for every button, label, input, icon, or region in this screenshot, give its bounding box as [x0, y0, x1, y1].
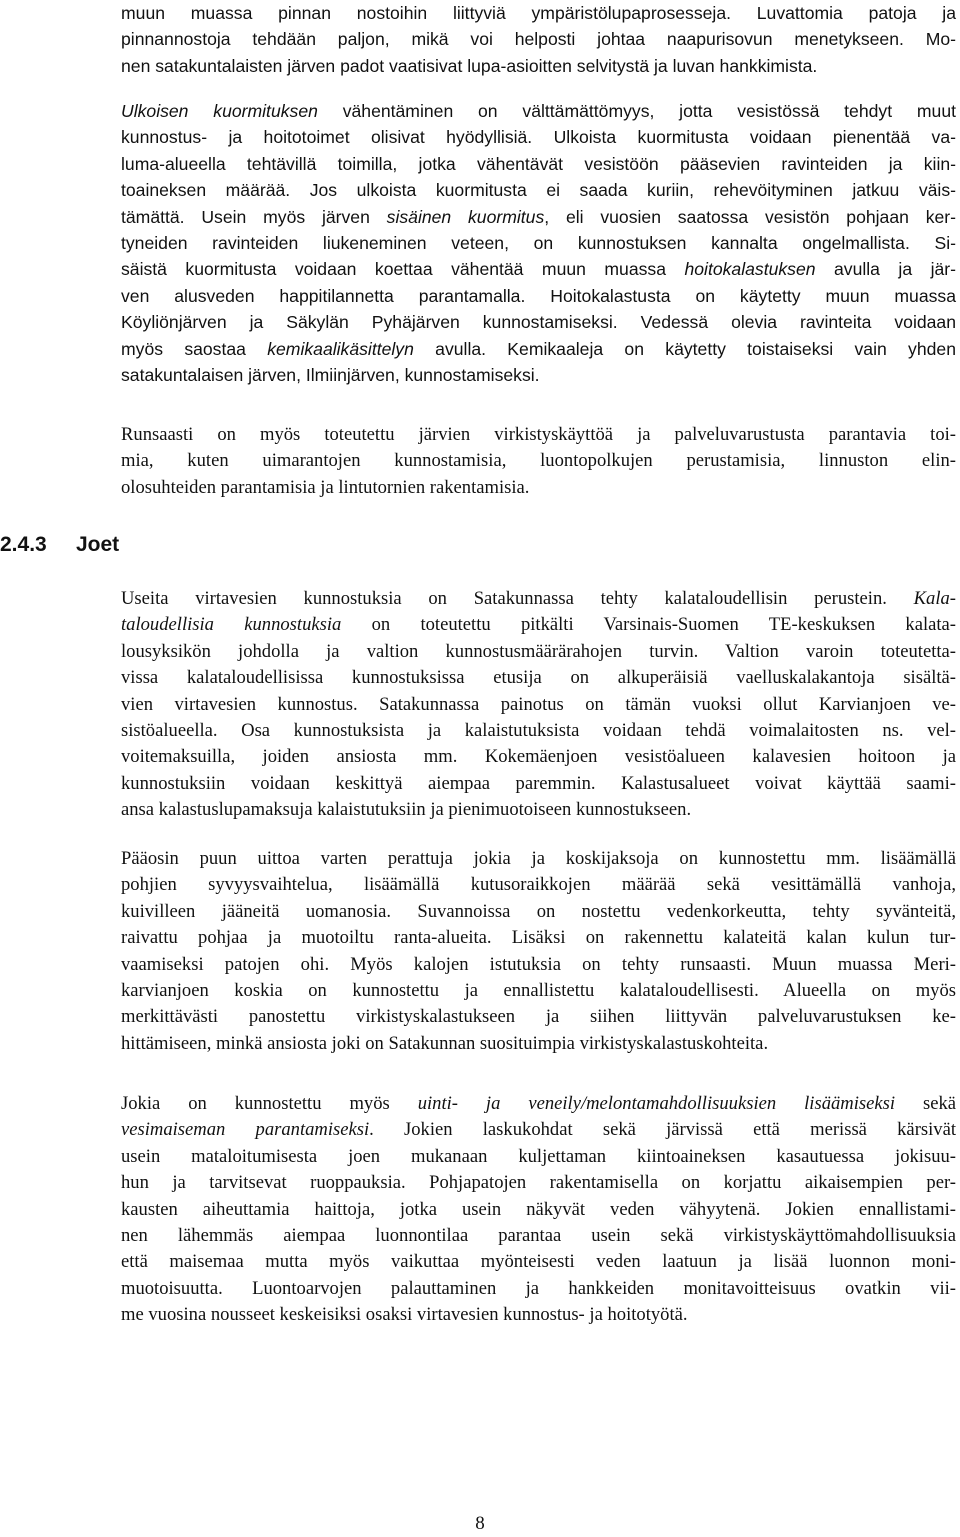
text-line: hun ja tarvitsevat ruoppauksia. Pohjapatojen rakentamisella on korjattu aikaisempien per- — [121, 1172, 956, 1194]
text-line: toaineksen määrää. Jos ulkoista kuormitusta ei saada kuriin, rehevöityminen jatkuu väis- — [121, 180, 956, 201]
text-line: kausten aiheuttamia haittoja, jotka usein näkyvät veden vähyytenä. Jokien ennallistami- — [121, 1198, 956, 1220]
text-line: että maisemaa mutta myös vaikuttaa myönteisesti veden laatuun ja lisää luonnon moni- — [121, 1251, 956, 1273]
italic-term: vesimaiseman parantamiseksi — [121, 1119, 370, 1141]
text-line: hittämiseen, minkä ansiosta joki on Satakunnan suosituimpia virkistyskalastuskohteita. — [121, 1032, 769, 1054]
paragraph — [121, 1091, 956, 1329]
text-line: voitemaksuilla, joiden ansiosta mm. Kokemäenjoen vesistöalueen kalavesien hoitoon ja — [121, 746, 956, 768]
text-line: Runsaasti on myös toteutettu järvien virkistyskäyttöä ja palveluvarustusta parantavia toi- — [121, 424, 956, 445]
text-line: vesimaiseman parantamiseksi. Jokien laskukohdat sekä järvissä että merissä kärsivät — [121, 1119, 956, 1141]
text-line: karvianjoen koskia on kunnostettu ja ennallistettu kalataloudellisesti. Alueella on myös — [121, 980, 956, 1002]
text-line: Jokia on kunnostettu myös uinti- ja veneily/melontamahdollisuuksien lisäämiseksi sekä — [121, 1093, 957, 1114]
text-line: pohjien syvyysvaihtelua, lisäämällä kutusoraikkojen määrää sekä vesittämällä vanhoja, — [121, 874, 956, 896]
text-line: satakuntalaisen järven, Ilmiinjärven, kunnostamiseksi. — [121, 365, 540, 386]
text-line: raivattu pohjaa ja muotoiltu ranta-alueita. Lisäksi on rakennettu kalateitä kalan kulun tur- — [121, 927, 956, 949]
text-line: pinnannostoja tehdään paljon, mikä voi helposti johtaa naapurisovun menetykseen. Mo- — [121, 29, 956, 50]
paragraph — [121, 98, 956, 388]
italic-term: Kala- — [913, 588, 956, 609]
text-line: myös saostaa kemikaalikäsittelyn avulla. Kemikaaleja on käytetty toistaiseksi vain yhden — [121, 338, 956, 359]
paragraph — [121, 0, 956, 79]
text-line: sistöalueella. Osa kunnostuksista ja kalaistutuksista voidaan tehdä voimalaitosten ns. vel- — [121, 720, 956, 742]
text-line: lousyksikön johdolla ja valtion kunnostusmäärärahojen turvin. Valtion varoin toteutetta- — [121, 640, 956, 662]
text-line: vissa kalataloudellisissa kunnostuksissa etusija on alkuperäisiä vaelluskalakantoja sisältä- — [121, 667, 956, 689]
paragraph — [121, 422, 956, 501]
italic-term: Ulkoisen kuormituksen — [121, 101, 318, 121]
paragraph — [121, 846, 956, 1057]
text-line: mia, kuten uimarantojen kunnostamisia, luontopolkujen perustamisia, linnuston elin- — [121, 450, 956, 472]
text-line: taloudellisia kunnostuksia on toteutettu pitkälti Varsinais-Suomen TE-keskuksen kalata- — [121, 614, 956, 636]
text-line: vaamiseksi patojen ohi. Myös kalojen istutuksia on tehty runsaasti. Muun muassa Meri- — [121, 953, 956, 975]
text-line: ansa kalastuslupamaksuja kalaistutuksiin ja pienimuotoiseen kunnostukseen. — [121, 799, 692, 821]
text-line: Useita virtavesien kunnostuksia on Satakunnassa tehty kalataloudellisin perustein. Kala- — [121, 588, 956, 609]
text-line: säistä kuormitusta voidaan koettaa vähentää muun muassa hoitokalastuksen avulla ja jär- — [121, 259, 956, 280]
text-line: nen lähemmäs aiempaa luonnontilaa parantaa usein sekä virkistyskäyttömahdollisuuksia — [121, 1225, 956, 1247]
text-line: olosuhteiden parantamisia ja lintutornien rakentamisia. — [121, 476, 530, 498]
text-line: nen satakuntalaisten järven padot vaatisivat lupa-asioitten selvitystä ja luvan hankkimista. — [121, 55, 818, 76]
text-line: ven alusveden happitilannetta parantamalla. Hoitokalastusta on käytetty muun muassa — [121, 285, 956, 306]
text-line: me vuosina nousseet keskeisiksi osaksi virtavesien kunnostus- ja hoitotyötä. — [121, 1304, 688, 1326]
text-line: kunnostuksiin voidaan keskittyä aiempaa paremmin. Kalastusalueet voivat käyttää saami- — [121, 772, 956, 794]
text-line: vien virtavesien kunnostus. Satakunnassa painotus on tämän vuoksi ollut Karvianjoen ve- — [121, 693, 956, 715]
text-line: tyneiden ravinteiden liukeneminen veteen, on kunnostuksen kannalta ongelmallista. Si- — [121, 233, 956, 254]
text-line: tämättä. Usein myös järven sisäinen kuormitus, eli vuosien saatossa vesistön pohjaan ker- — [121, 206, 956, 227]
text-line: muun muassa pinnan nostoihin liittyviä ympäristölupaprosesseja. Luvattomia patoja ja — [121, 3, 956, 23]
text-line: luma-alueella tehtävillä toimilla, jotka vähentävät vesistöön pääsevien ravinteiden ja kiin- — [121, 153, 956, 174]
text-line: merkittävästi panostettu virkistyskalastukseen ja siihen liittyvän palveluvarustuksen ke- — [121, 1006, 956, 1028]
text-line: muotoisuutta. Luontoarvojen palauttaminen ja hankkeiden monitavoitteisuus ovatkin vii- — [121, 1277, 956, 1299]
text-line: Köyliönjärven ja Säkylän Pyhäjärven kunnostamiseksi. Vedessä olevia ravinteita voidaan — [121, 312, 956, 333]
italic-term: hoitokalastuksen — [684, 259, 816, 280]
italic-term: kemikaalikäsittelyn — [267, 338, 414, 359]
text-line: kunnostus- ja hoitotoimet olisivat hyödyllisiä. Ulkoista kuormitusta voidaan pienentää va- — [121, 127, 956, 148]
text-line: kuivilleen jääneitä uomanosia. Suvannoissa on nostettu vedenkorkeutta, tehty syvänteitä, — [121, 900, 956, 922]
section-heading — [0, 531, 119, 559]
paragraph — [121, 586, 956, 824]
italic-term: uinti- ja veneily/melontamahdollisuuksien lisäämiseksi — [417, 1093, 896, 1114]
section-number: 2.4.3 — [0, 533, 47, 556]
italic-term: taloudellisia kunnostuksia — [121, 614, 342, 636]
text-line: usein mataloitumisesta joen mukanaan kuljettaman kiintoaineksen kasautuessa jokisuu- — [121, 1145, 956, 1167]
italic-term: sisäinen kuormitus — [386, 206, 545, 227]
text-line: Ulkoisen kuormituksen vähentäminen on välttämättömyys, jotta vesistössä tehdyt muut — [121, 101, 956, 121]
page-number: 8 — [475, 1513, 485, 1534]
section-title: Joet — [76, 533, 120, 556]
text-line: Pääosin puun uittoa varten perattuja jokia ja koskijaksoja on kunnostettu mm. lisäämällä — [121, 848, 956, 869]
